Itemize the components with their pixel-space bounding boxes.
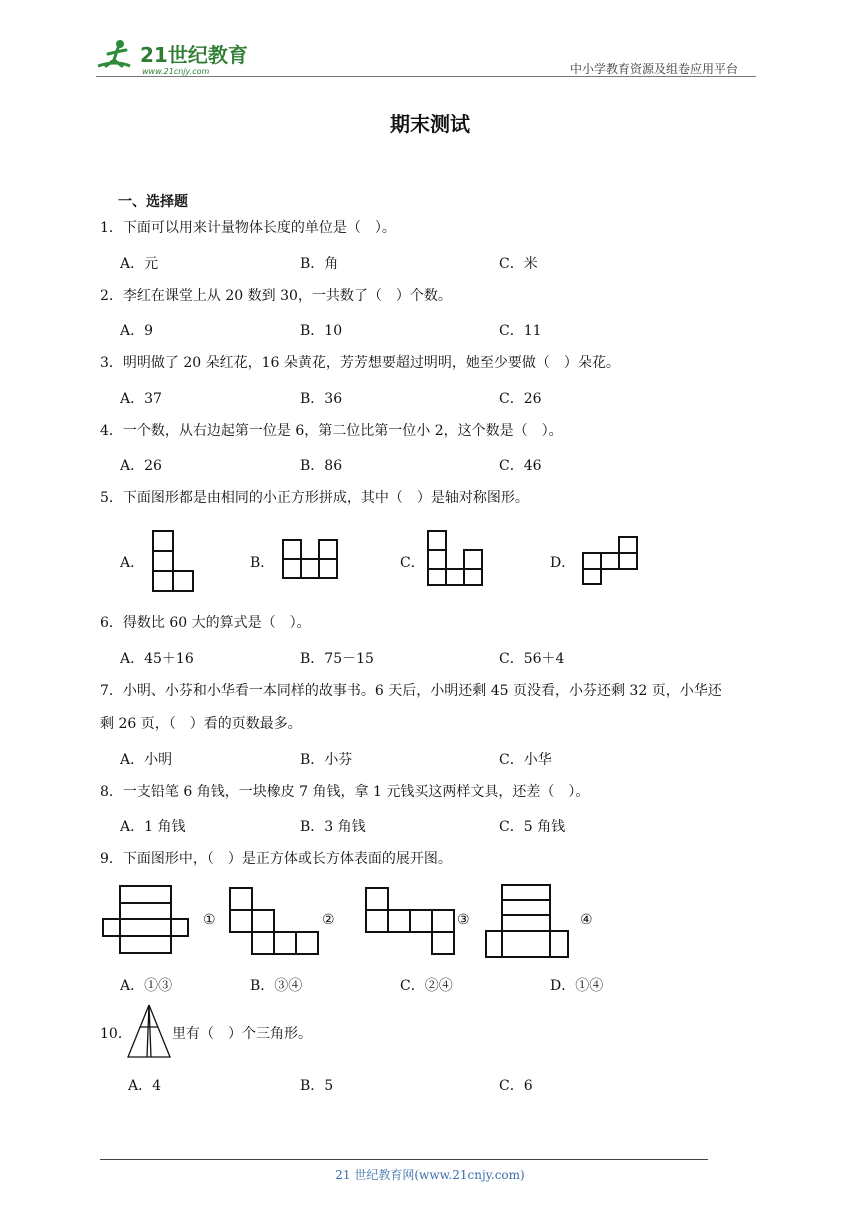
- q10-option-b[interactable]: B．5: [300, 1078, 334, 1094]
- platform-label: 中小学教育资源及组卷应用平台: [570, 62, 739, 76]
- q7-option-a[interactable]: A．小明: [120, 752, 173, 768]
- q3-option-b[interactable]: B．36: [300, 391, 343, 407]
- q9-label-4: ④: [580, 912, 593, 928]
- q5-shape-b: [280, 537, 340, 581]
- q4-option-a[interactable]: A．26: [120, 458, 162, 474]
- q8-option-b[interactable]: B．3 角钱: [300, 819, 366, 835]
- q4-option-c[interactable]: C．46: [499, 458, 542, 474]
- q9-option-d[interactable]: D．①④: [550, 978, 604, 994]
- question-7-line-1: 7．小明、小芬和小华看一本同样的故事书。6 天后，小明还剩 45 页没看，小芬还剩 32 页，小华还: [100, 683, 722, 699]
- q5-option-b[interactable]: B．: [250, 555, 275, 571]
- q9-label-3: ③: [457, 912, 470, 928]
- q7-option-b[interactable]: B．小芬: [300, 752, 353, 768]
- q9-net-2: [228, 886, 320, 956]
- question-6: 6．得数比 60 大的算式是（ ）。: [100, 615, 311, 631]
- q6-option-b[interactable]: B．75－15: [300, 651, 374, 667]
- q1-option-c[interactable]: C．米: [499, 256, 538, 272]
- footer-link[interactable]: 21 世纪教育网(www.21cnjy.com): [335, 1168, 525, 1182]
- q9-net-3: [364, 886, 456, 956]
- q10-triangle-figure: [126, 1003, 172, 1059]
- question-5: 5．下面图形都是由相同的小正方形拼成，其中（ ）是轴对称图形。: [100, 490, 529, 506]
- q5-shape-c: [425, 528, 485, 588]
- q1-option-b[interactable]: B．角: [300, 256, 339, 272]
- q5-option-c[interactable]: C．: [400, 555, 425, 571]
- header-divider: [96, 76, 756, 77]
- logo-text: 21世纪教育: [140, 43, 248, 67]
- q10-option-a[interactable]: A．4: [128, 1078, 162, 1094]
- q1-option-a[interactable]: A．元: [120, 256, 159, 272]
- q3-option-a[interactable]: A．37: [120, 391, 162, 407]
- q9-option-a[interactable]: A．①③: [120, 978, 173, 994]
- q8-option-c[interactable]: C．5 角钱: [499, 819, 566, 835]
- q9-net-1: [100, 884, 192, 956]
- section-heading: 一、选择题: [118, 194, 188, 210]
- question-3: 3．明明做了 20 朵红花，16 朵黄花，芳芳想要超过明明，她至少要做（ ）朵花。: [100, 355, 620, 371]
- q2-option-a[interactable]: A．9: [120, 323, 154, 339]
- q9-net-4: [484, 883, 572, 959]
- q10-option-c[interactable]: C．6: [499, 1078, 533, 1094]
- q8-option-a[interactable]: A．1 角钱: [120, 819, 186, 835]
- q9-label-2: ②: [322, 912, 335, 928]
- question-9: 9．下面图形中，（ ）是正方体或长方体表面的展开图。: [100, 851, 452, 867]
- q5-shape-a: [150, 528, 196, 594]
- question-8: 8．一支铅笔 6 角钱，一块橡皮 7 角钱，拿 1 元钱买这两样文具，还差（ ）。: [100, 784, 590, 800]
- q9-label-1: ①: [203, 912, 216, 928]
- q5-shape-d: [580, 534, 640, 586]
- question-1: 1．下面可以用来计量物体长度的单位是（ ）。: [100, 220, 396, 236]
- q5-option-d[interactable]: D．: [550, 555, 576, 571]
- logo: [96, 36, 266, 76]
- q4-option-b[interactable]: B．86: [300, 458, 343, 474]
- question-7-line-2: 剩 26 页，（ ）看的页数最多。: [100, 716, 302, 732]
- page-title: 期末测试: [390, 112, 470, 136]
- q5-option-a[interactable]: A．: [120, 555, 145, 571]
- question-4: 4．一个数，从右边起第一位是 6，第二位比第一位小 2，这个数是（ ）。: [100, 423, 563, 439]
- q6-option-c[interactable]: C．56＋4: [499, 651, 565, 667]
- footer-divider: [100, 1159, 708, 1160]
- q3-option-c[interactable]: C．26: [499, 391, 542, 407]
- q9-option-c[interactable]: C．②④: [400, 978, 453, 994]
- question-10-number: 10．: [100, 1026, 132, 1042]
- q2-option-c[interactable]: C．11: [499, 323, 542, 339]
- question-10-text: 里有（ ）个三角形。: [172, 1026, 312, 1042]
- question-2: 2．李红在课堂上从 20 数到 30，一共数了（ ）个数。: [100, 288, 452, 304]
- q6-option-a[interactable]: A．45＋16: [120, 651, 194, 667]
- q7-option-c[interactable]: C．小华: [499, 752, 552, 768]
- q9-option-b[interactable]: B．③④: [250, 978, 303, 994]
- logo-subtext: www.21cnjy.com: [142, 67, 210, 76]
- q2-option-b[interactable]: B．10: [300, 323, 343, 339]
